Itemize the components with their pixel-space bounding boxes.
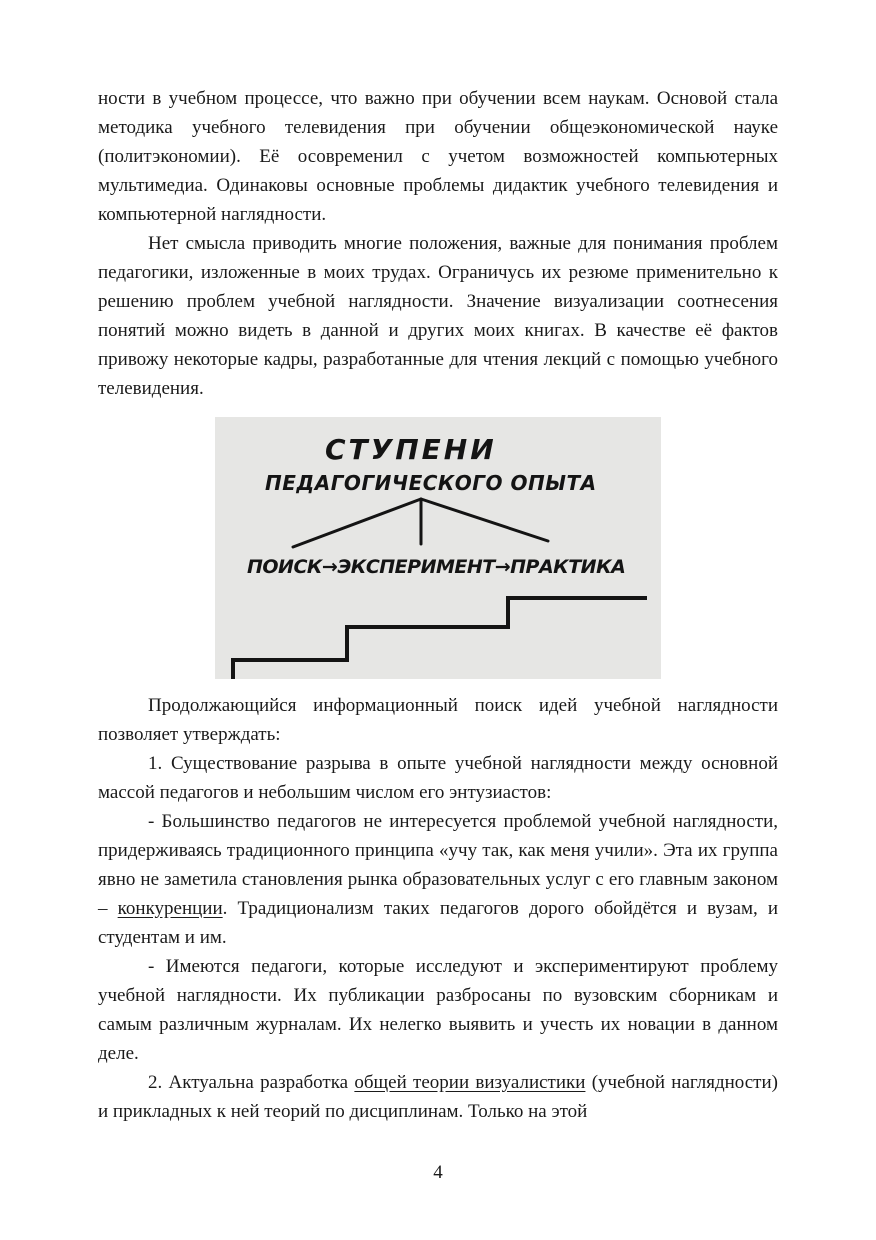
page-body bbox=[98, 84, 778, 1126]
paragraph-5-text-end: . Традиционализм таких педагогов дорого обойдётся и вузам, и студентам и им. bbox=[98, 898, 779, 948]
diagram-title-line1: СТУПЕНИ bbox=[325, 433, 497, 466]
underlined-term-competition: конкуренции bbox=[117, 898, 223, 919]
paragraph-3: Продолжающийся информационный поиск идей учебной наглядности позволяет утверждать: bbox=[98, 695, 778, 745]
staircase-line bbox=[233, 598, 647, 679]
paragraph-7 bbox=[98, 1068, 778, 1126]
page-number: 4 bbox=[433, 1162, 443, 1183]
branch-left-line bbox=[293, 499, 421, 547]
figure-pedagogical-experience-steps bbox=[215, 417, 661, 679]
branch-right-line bbox=[421, 499, 548, 541]
paragraph-6: - Имеются педагоги, которые исследуют и экспериментируют проблему учебной наглядности. Их публикации разбросаны по вузовским сборникам и самым различным журналам. Их нелегко выявить и учесть их новации в данном деле. bbox=[98, 956, 778, 1064]
paragraph-5-text-start: - Большинство педагогов не интересуется проблемой учебной наглядности, придерживаясь традиционного принципа «учу так, как меня учили». Эта их группа явно не заметила становления рынка образовательных услуг с его главным законом – bbox=[98, 811, 778, 919]
paragraph-1: ности в учебном процессе, что важно при обучении всем наукам. Основой стала методика учебного телевидения при обучении общеэкономической науке (политэкономии). Её осовременил с учетом возможностей компьютерных мультимедиа. Одинаковы основные проблемы дидактик учебного телевидения и компьютерной наглядности. bbox=[98, 88, 778, 225]
paragraph-7-text-start: 2. Актуальна разработка bbox=[148, 1072, 355, 1093]
diagram-title-line2: ПЕДАГОГИЧЕСКОГО ОПЫТА bbox=[265, 471, 597, 495]
hand-drawn-diagram bbox=[215, 417, 661, 679]
paragraph-7-text-end: (учебной наглядности) и прикладных к ней теорий по дисциплинам. Только на этой bbox=[98, 1072, 778, 1122]
paragraph-2: Нет смысла приводить многие положения, важные для понимания проблем педагогики, изложенные в моих трудах. Ограничусь их резюме применительно к решению проблем учебной наглядности. Значение визуализации соотнесения понятий можно видеть в данной и других моих книгах. В качестве её фактов привожу некоторые кадры, разработанные для чтения лекций с помощью учебного телевидения. bbox=[98, 233, 778, 399]
underlined-term-visualistics: общей теории визуалистики bbox=[354, 1072, 586, 1093]
diagram-steps-text: ПОИСК→ЭКСПЕРИМЕНТ→ПРАКТИКА bbox=[247, 556, 626, 578]
paragraph-5 bbox=[98, 807, 778, 952]
paragraph-4: 1. Существование разрыва в опыте учебной наглядности между основной массой педагогов и небольшим числом его энтузиастов: bbox=[98, 753, 778, 803]
